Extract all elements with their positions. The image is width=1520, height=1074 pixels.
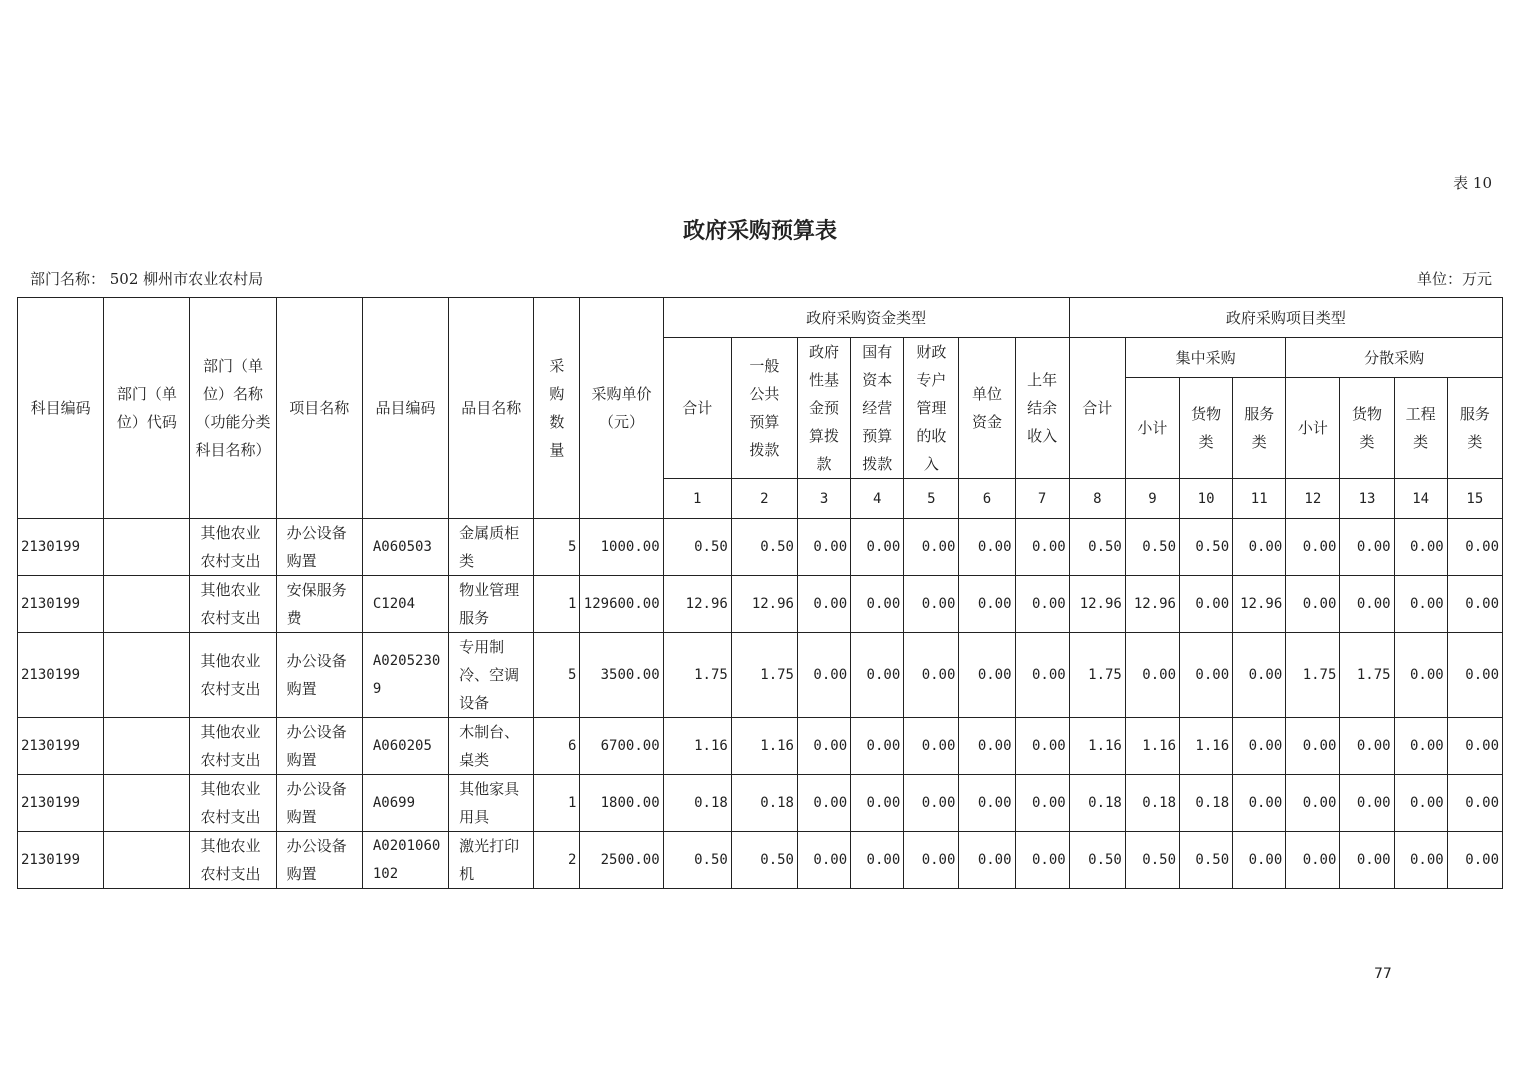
amount-cell-4: 0.00 [851,718,904,775]
amount-cell-9: 0.18 [1125,775,1179,832]
header-project-type-group: 政府采购项目类型 [1069,298,1502,338]
header-dispersed-goods: 货物类 [1340,378,1394,479]
unit-price-cell: 1000.00 [580,519,663,576]
amount-cell-9: 0.50 [1125,832,1179,889]
dept-code-cell [104,633,190,718]
amount-cell-10: 0.50 [1180,519,1233,576]
amount-cell-6: 0.00 [959,718,1015,775]
amount-cell-12: 0.00 [1286,519,1340,576]
unit-price-cell: 2500.00 [580,832,663,889]
amount-cell-13: 0.00 [1340,519,1394,576]
table-row [18,718,1503,775]
amount-cell-3: 0.00 [797,775,850,832]
dept-name-cell: 其他农业农村支出 [190,718,276,775]
dept-name-cell: 其他农业农村支出 [190,519,276,576]
amount-cell-1: 1.75 [663,633,731,718]
amount-cell-4: 0.00 [851,633,904,718]
header-dept-code: 部门（单位）代码 [104,298,190,519]
quantity-cell: 1 [534,775,580,832]
project-name-cell: 办公设备购置 [276,832,362,889]
column-number: 14 [1394,479,1447,519]
amount-cell-8: 0.18 [1069,775,1125,832]
dept-name-cell: 其他农业农村支出 [190,633,276,718]
unit-line: 单位：万元 [1416,270,1492,288]
dept-code-cell [104,519,190,576]
quantity-cell: 6 [534,718,580,775]
subject-code-cell: 2130199 [18,576,104,633]
amount-cell-7: 0.00 [1015,718,1069,775]
table-row [18,633,1503,718]
table-row [18,519,1503,576]
item-name-cell: 木制台、桌类 [449,718,534,775]
item-name-cell: 其他家具用具 [449,775,534,832]
amount-cell-13: 0.00 [1340,576,1394,633]
header-dispersed-engineering: 工程类 [1394,378,1447,479]
column-number: 4 [851,479,904,519]
quantity-cell: 2 [534,832,580,889]
amount-cell-11: 0.00 [1233,519,1286,576]
header-unit-funds: 单位资金 [959,338,1015,479]
unit-price-cell: 129600.00 [580,576,663,633]
amount-cell-3: 0.00 [797,576,850,633]
header-centralized-goods: 货物类 [1180,378,1233,479]
header-quantity: 采购数量 [534,298,580,519]
amount-cell-10: 0.00 [1180,633,1233,718]
amount-cell-8: 0.50 [1069,832,1125,889]
header-item-code: 品目编码 [362,298,448,519]
page-number: 77 [1374,966,1392,982]
header-centralized-subtotal: 小计 [1125,378,1179,479]
column-number: 2 [731,479,797,519]
amount-cell-6: 0.00 [959,519,1015,576]
amount-cell-4: 0.00 [851,576,904,633]
amount-cell-6: 0.00 [959,633,1015,718]
quantity-cell: 5 [534,519,580,576]
amount-cell-15: 0.00 [1447,633,1502,718]
dept-code-cell [104,832,190,889]
header-gov-fund: 政府性基金预算拨款 [797,338,850,479]
table-row [18,832,1503,889]
amount-cell-5: 0.00 [904,633,959,718]
amount-cell-8: 12.96 [1069,576,1125,633]
dept-code-cell [104,775,190,832]
amount-cell-4: 0.00 [851,519,904,576]
page-title: 政府采购预算表 [682,218,837,244]
amount-cell-14: 0.00 [1394,775,1447,832]
amount-cell-1: 1.16 [663,718,731,775]
header-prior-surplus: 上年结余收入 [1015,338,1069,479]
amount-cell-1: 0.50 [663,832,731,889]
amount-cell-7: 0.00 [1015,633,1069,718]
amount-cell-3: 0.00 [797,832,850,889]
amount-cell-8: 1.75 [1069,633,1125,718]
amount-cell-13: 0.00 [1340,718,1394,775]
amount-cell-8: 1.16 [1069,718,1125,775]
department-name-line: 部门名称： 502 柳州市农业农村局 [30,270,264,288]
column-number: 1 [663,479,731,519]
dept-name-cell: 其他农业农村支出 [190,832,276,889]
subject-code-cell: 2130199 [18,775,104,832]
header-general-budget: 一般公共预算拨款 [731,338,797,479]
amount-cell-2: 0.50 [731,832,797,889]
header-state-capital: 国有资本经营预算拨款 [851,338,904,479]
header-centralized-services: 服务类 [1233,378,1286,479]
amount-cell-15: 0.00 [1447,718,1502,775]
column-number: 7 [1015,479,1069,519]
project-name-cell: 办公设备购置 [276,633,362,718]
header-special-account: 财政专户管理的收入 [904,338,959,479]
amount-cell-15: 0.00 [1447,519,1502,576]
header-item-name: 品目名称 [449,298,534,519]
amount-cell-5: 0.00 [904,576,959,633]
amount-cell-11: 0.00 [1233,775,1286,832]
item-name-cell: 物业管理服务 [449,576,534,633]
dept-name-cell: 其他农业农村支出 [190,576,276,633]
amount-cell-11: 12.96 [1233,576,1286,633]
item-code-cell: C1204 [362,576,448,633]
amount-cell-15: 0.00 [1447,576,1502,633]
header-subject-code: 科目编码 [18,298,104,519]
amount-cell-5: 0.00 [904,832,959,889]
header-dispersed-subtotal: 小计 [1286,378,1340,479]
amount-cell-12: 1.75 [1286,633,1340,718]
amount-cell-13: 0.00 [1340,775,1394,832]
amount-cell-6: 0.00 [959,832,1015,889]
column-number: 12 [1286,479,1340,519]
subject-code-cell: 2130199 [18,633,104,718]
item-code-cell: A060503 [362,519,448,576]
amount-cell-14: 0.00 [1394,832,1447,889]
amount-cell-3: 0.00 [797,519,850,576]
amount-cell-2: 1.16 [731,718,797,775]
amount-cell-4: 0.00 [851,832,904,889]
amount-cell-3: 0.00 [797,718,850,775]
column-number: 15 [1447,479,1502,519]
dept-code-cell [104,576,190,633]
amount-cell-2: 0.18 [731,775,797,832]
amount-cell-14: 0.00 [1394,519,1447,576]
table-body [18,519,1503,889]
unit-price-cell: 3500.00 [580,633,663,718]
project-name-cell: 办公设备购置 [276,519,362,576]
amount-cell-2: 1.75 [731,633,797,718]
quantity-cell: 1 [534,576,580,633]
unit-price-cell: 1800.00 [580,775,663,832]
amount-cell-12: 0.00 [1286,832,1340,889]
amount-cell-13: 1.75 [1340,633,1394,718]
amount-cell-11: 0.00 [1233,718,1286,775]
subject-code-cell: 2130199 [18,718,104,775]
amount-cell-14: 0.00 [1394,718,1447,775]
amount-cell-2: 0.50 [731,519,797,576]
amount-cell-2: 12.96 [731,576,797,633]
amount-cell-11: 0.00 [1233,832,1286,889]
header-dispersed: 分散采购 [1286,338,1503,378]
item-code-cell: A060205 [362,718,448,775]
amount-cell-1: 0.50 [663,519,731,576]
amount-cell-14: 0.00 [1394,633,1447,718]
item-name-cell: 激光打印机 [449,832,534,889]
amount-cell-15: 0.00 [1447,832,1502,889]
amount-cell-9: 0.00 [1125,633,1179,718]
header-fund-type-group: 政府采购资金类型 [663,298,1069,338]
procurement-budget-table [17,297,1503,889]
amount-cell-10: 0.18 [1180,775,1233,832]
amount-cell-1: 12.96 [663,576,731,633]
amount-cell-5: 0.00 [904,775,959,832]
amount-cell-10: 1.16 [1180,718,1233,775]
column-number: 6 [959,479,1015,519]
amount-cell-6: 0.00 [959,576,1015,633]
amount-cell-6: 0.00 [959,775,1015,832]
amount-cell-7: 0.00 [1015,775,1069,832]
amount-cell-11: 0.00 [1233,633,1286,718]
project-name-cell: 安保服务费 [276,576,362,633]
header-centralized: 集中采购 [1125,338,1285,378]
table-number: 表 10 [1453,174,1492,192]
dept-code-cell [104,718,190,775]
column-number: 13 [1340,479,1394,519]
amount-cell-10: 0.50 [1180,832,1233,889]
amount-cell-3: 0.00 [797,633,850,718]
column-number: 10 [1180,479,1233,519]
item-code-cell: A0699 [362,775,448,832]
amount-cell-9: 12.96 [1125,576,1179,633]
column-number: 8 [1069,479,1125,519]
amount-cell-10: 0.00 [1180,576,1233,633]
item-name-cell: 金属质柜类 [449,519,534,576]
amount-cell-7: 0.00 [1015,519,1069,576]
header-project-total: 合计 [1069,338,1125,479]
item-code-cell: A0201060102 [362,832,448,889]
amount-cell-7: 0.00 [1015,832,1069,889]
column-number: 11 [1233,479,1286,519]
amount-cell-13: 0.00 [1340,832,1394,889]
amount-cell-9: 0.50 [1125,519,1179,576]
item-code-cell: A02052309 [362,633,448,718]
subject-code-cell: 2130199 [18,832,104,889]
amount-cell-8: 0.50 [1069,519,1125,576]
amount-cell-15: 0.00 [1447,775,1502,832]
amount-cell-9: 1.16 [1125,718,1179,775]
dept-name-cell: 其他农业农村支出 [190,775,276,832]
column-number: 5 [904,479,959,519]
unit-price-cell: 6700.00 [580,718,663,775]
amount-cell-5: 0.00 [904,718,959,775]
column-number: 3 [797,479,850,519]
header-dept-name: 部门（单位）名称（功能分类科目名称） [190,298,276,519]
amount-cell-4: 0.00 [851,775,904,832]
amount-cell-1: 0.18 [663,775,731,832]
header-project-name: 项目名称 [276,298,362,519]
amount-cell-14: 0.00 [1394,576,1447,633]
project-name-cell: 办公设备购置 [276,718,362,775]
item-name-cell: 专用制冷、空调设备 [449,633,534,718]
header-fund-total: 合计 [663,338,731,479]
header-dispersed-services: 服务类 [1447,378,1502,479]
table-row [18,576,1503,633]
amount-cell-5: 0.00 [904,519,959,576]
column-number: 9 [1125,479,1179,519]
amount-cell-7: 0.00 [1015,576,1069,633]
amount-cell-12: 0.00 [1286,718,1340,775]
project-name-cell: 办公设备购置 [276,775,362,832]
subject-code-cell: 2130199 [18,519,104,576]
quantity-cell: 5 [534,633,580,718]
amount-cell-12: 0.00 [1286,576,1340,633]
table-row [18,775,1503,832]
amount-cell-12: 0.00 [1286,775,1340,832]
header-unit-price: 采购单价（元） [580,298,663,519]
